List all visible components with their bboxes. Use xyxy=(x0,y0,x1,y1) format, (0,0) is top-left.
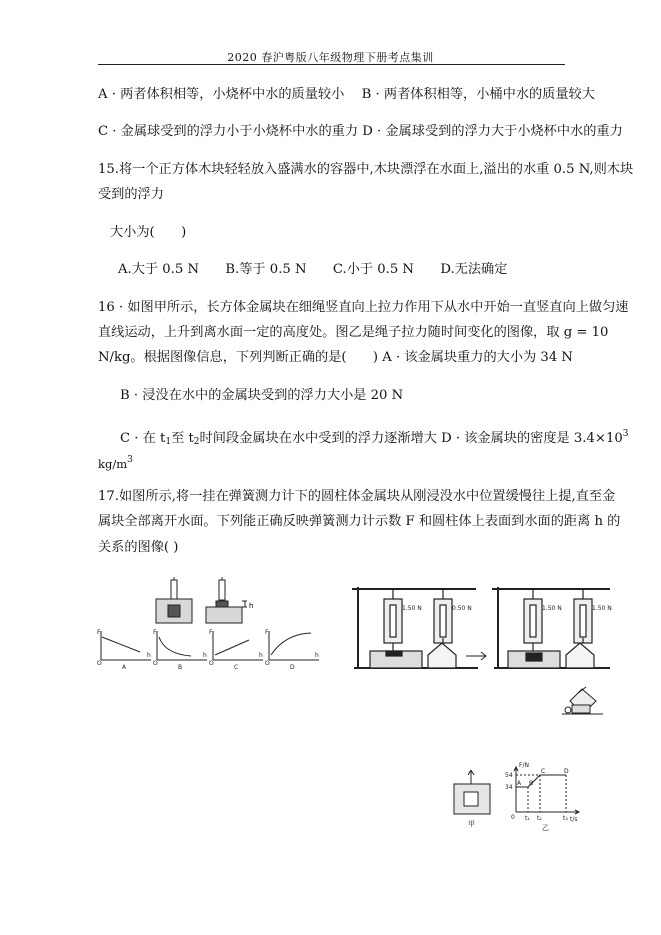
graph-d-origin: O xyxy=(265,660,270,667)
q16-option-c-d: C · 在 $t_1$至 $t_2$时间段金属块在水中受到的浮力逐渐增大 D · 该金属块的密度是 $3.4\times 10^3$ xyxy=(120,429,629,447)
point-c: C xyxy=(541,768,546,775)
q16-line1: 16 · 如图甲所示，长方体金属块在细绳竖直向上拉力作用下从水中开始一直竖直向上做匀速 xyxy=(98,300,629,315)
setup-left xyxy=(156,577,192,623)
graph-c-axis-h: h xyxy=(259,652,263,659)
left-gauge-top-reading: 1.50 N xyxy=(402,605,422,612)
tick-t2: t₂ xyxy=(537,815,542,822)
graph-c-label: C xyxy=(234,664,239,671)
graph-d-label: D xyxy=(290,664,295,671)
origin-label: 0 xyxy=(511,814,515,821)
apparatus-figure xyxy=(348,583,613,673)
point-d: D xyxy=(564,768,569,775)
right-gauge-top-reading: 1.50 N xyxy=(542,605,562,612)
graph-a-origin: O xyxy=(97,660,102,667)
graph-b xyxy=(157,631,207,660)
q15-stem-line3: 大小为( ) xyxy=(110,225,187,240)
q16-line2: 直线运动，上升到离水面一定的高度处。图乙是绳子拉力随时间变化的图像，取 g = 10 xyxy=(98,325,609,340)
q16-figure-jia xyxy=(448,770,508,828)
q17-figure xyxy=(95,577,330,672)
q17-line2: 属块全部离开水面。下列能正确反映弹簧测力计示数 F 和圆柱体上表面到水面的距离 h 的 xyxy=(98,514,621,529)
q14-options-ab: A · 两者体积相等，小烧杯中水的质量较小 B · 两者体积相等，小桶中水的质量较大 xyxy=(98,87,595,102)
q14-options-cd: C · 金属球受到的浮力小于小烧杯中水的重力 D · 金属球受到的浮力大于小烧杯中水的重力 xyxy=(98,124,623,139)
tick-t1: t₁ xyxy=(525,815,530,822)
point-a: A xyxy=(517,780,522,787)
tick-t3: t₃ xyxy=(563,815,568,822)
force-curve xyxy=(516,775,566,787)
graph-b-axis-f: F xyxy=(153,629,157,636)
caption-jia: 甲 xyxy=(468,820,475,828)
graph-d xyxy=(269,631,319,660)
q16-figure-yi xyxy=(504,762,584,832)
setup-right xyxy=(206,577,247,623)
q16-density-unit: $kg/m^3$ xyxy=(98,455,133,471)
dimension-h-label: h xyxy=(249,602,254,610)
q17-line3: 关系的图像( ) xyxy=(98,540,179,555)
caption-yi: 乙 xyxy=(542,824,549,832)
tick-54: 54 xyxy=(505,772,513,779)
graph-a-axis-h: h xyxy=(147,652,151,659)
q15-stem-line1: 15.将一个正方体木块轻轻放入盛满水的容器中,木块漂浮在水面上,溢出的水重 0.5 N,则木块 xyxy=(98,162,634,177)
right-gauge-bottom-reading: 1.50 N xyxy=(592,605,612,612)
left-gauge-bottom-reading: 0.50 N xyxy=(452,605,472,612)
q16-option-b: B · 浸没在水中的金属块受到的浮力大小是 20 N xyxy=(120,388,404,403)
q15-options: A.大于 0.5 N B.等于 0.5 N C.小于 0.5 N D.无法确定 xyxy=(118,262,508,277)
graph-c-axis-f: F xyxy=(209,629,213,636)
graph-b-axis-h: h xyxy=(203,652,207,659)
graph-a-label: A xyxy=(122,664,127,671)
header-rule xyxy=(98,64,565,65)
graph-d-axis-h: h xyxy=(315,652,319,659)
graph-c-origin: O xyxy=(209,660,214,667)
q17-line1: 17.如图所示,将一挂在弹簧测力计下的圆柱体金属块从刚浸没水中位置缓慢往上提,直至金 xyxy=(98,489,616,504)
q15-stem-line2: 受到的浮力 xyxy=(98,187,164,202)
page-header: 2020 春沪粤版八年级物理下册考点集训 xyxy=(227,51,434,64)
graph-a xyxy=(101,631,151,660)
axis-x-label: t/s xyxy=(570,816,578,823)
graph-d-axis-f: F xyxy=(265,629,269,636)
graph-a-axis-f: F xyxy=(97,629,101,636)
axis-y-label: F/N xyxy=(519,762,529,769)
graph-c xyxy=(213,631,263,660)
q16-line3: N/kg。根据图像信息，下列判断正确的是( ) A · 该金属块重力的大小为 34 N xyxy=(98,350,573,365)
tick-34: 34 xyxy=(505,784,513,791)
graph-b-label: B xyxy=(178,664,183,671)
overflow-cup-sketch xyxy=(560,683,605,717)
graph-b-origin: O xyxy=(153,660,158,667)
point-b: B xyxy=(529,780,534,787)
